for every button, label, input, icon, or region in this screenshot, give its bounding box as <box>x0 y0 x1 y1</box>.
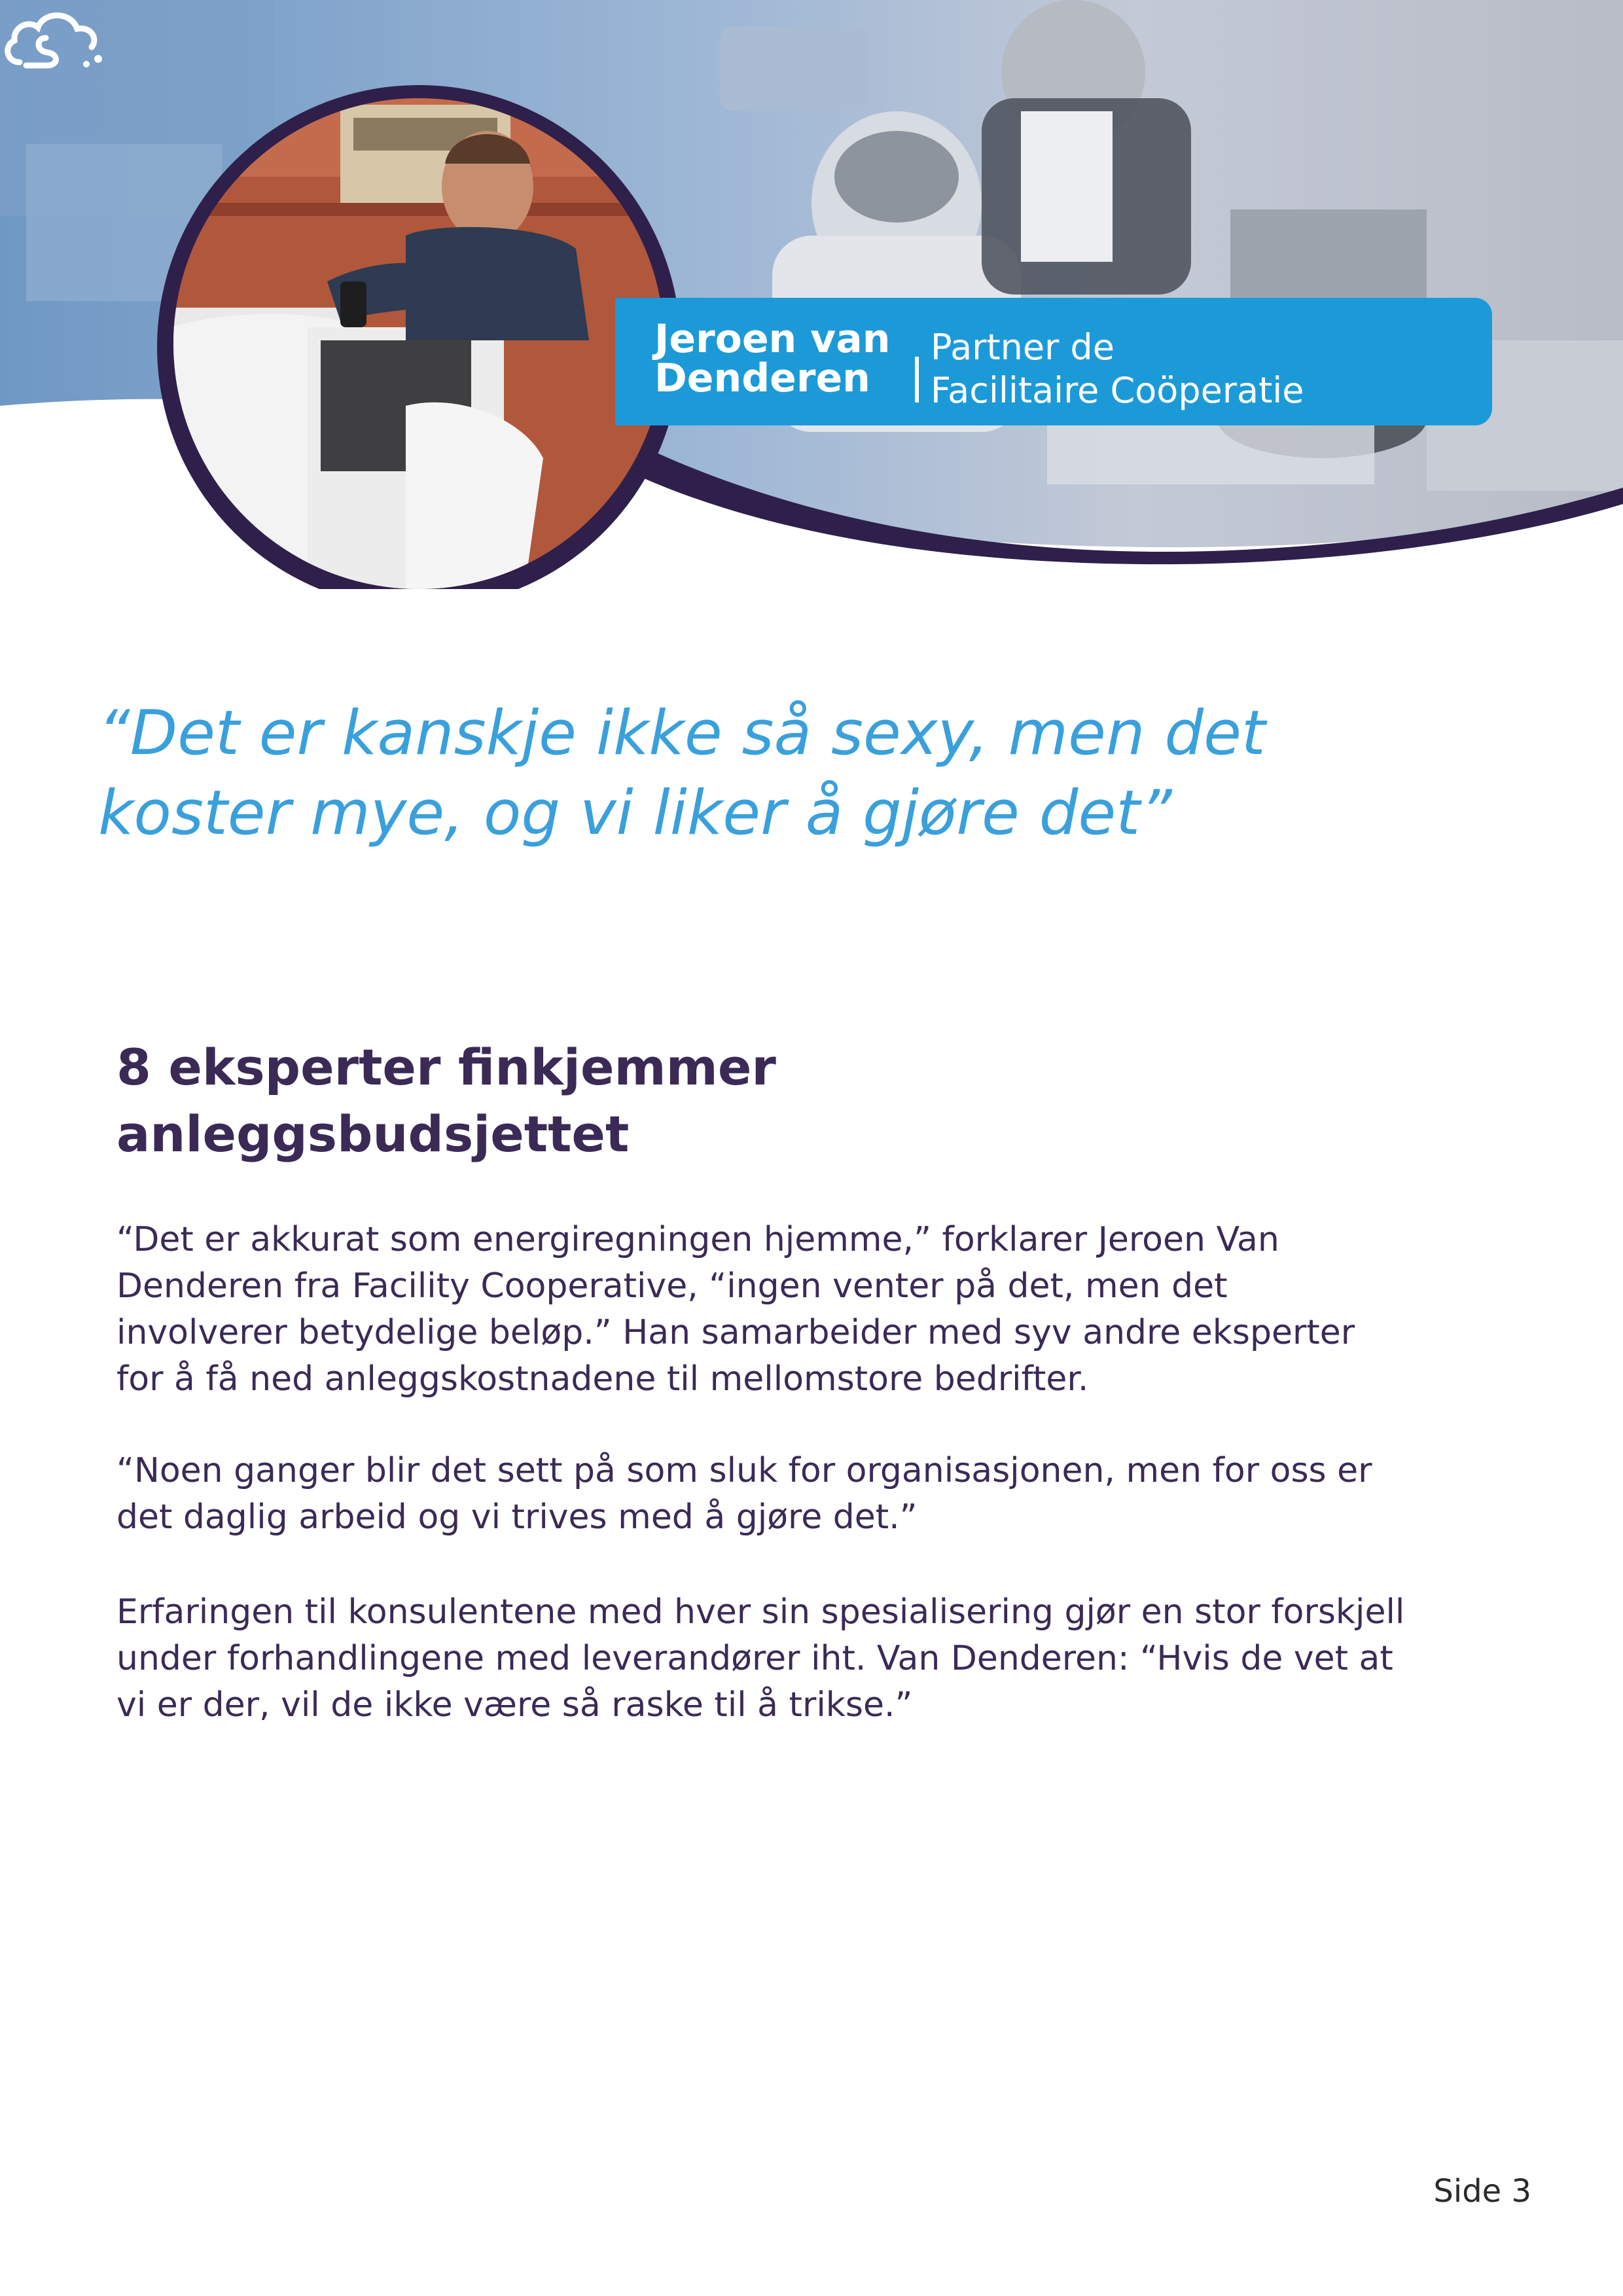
page-header <box>0 0 1623 589</box>
paragraph-line: Erfaringen til konsulentene med hver sin spesialisering gjør en stor forskjell <box>116 1592 1405 1632</box>
paragraph-line: “Det er akkurat som energiregningen hjemme,” forklarer Jeroen Van <box>116 1220 1279 1259</box>
person-role <box>931 326 1467 412</box>
article-heading <box>116 1034 1360 1168</box>
paragraph-line: det daglig arbeid og vi trives med å gjøre det.” <box>116 1498 918 1537</box>
paragraph-line: involverer betydelige beløp.” Han samarbeider med syv andre eksperter <box>116 1313 1355 1352</box>
name-role-divider <box>915 357 919 403</box>
paragraph-line: for å få ned anleggskostnadene til mellomstore bedrifter. <box>116 1359 1089 1399</box>
pull-quote-line: koster mye, og vi liker å gjøre det” <box>98 778 1172 849</box>
article-heading-line: anleggsbudsjettet <box>116 1105 630 1163</box>
article-paragraph-3 <box>116 1589 1465 1729</box>
pull-quote-line: “Det er kanskje ikke så sexy, men det <box>98 698 1266 769</box>
article-paragraph-1 <box>116 1217 1465 1403</box>
person-role-line: Partner de <box>931 327 1115 368</box>
article-paragraph-2 <box>116 1448 1465 1541</box>
article-heading-line: 8 eksperter finkjemmer <box>116 1038 776 1096</box>
person-name-line: Jeroen van <box>654 316 891 362</box>
person-name <box>654 316 916 401</box>
paragraph-line: vi er der, vil de ikke være så raske til å trikse.” <box>116 1685 913 1725</box>
header-photo-banner <box>0 0 1623 589</box>
person-role-line: Facilitaire Coöperatie <box>931 370 1304 411</box>
person-name-line: Denderen <box>654 355 870 401</box>
cloud-logo-icon <box>0 0 111 72</box>
paragraph-line: Denderen fra Facility Cooperative, “ingen venter på det, men det <box>116 1266 1228 1306</box>
pull-quote <box>98 694 1538 853</box>
paragraph-line: under forhandlingene med leverandører iht. Van Denderen: “Hvis de vet at <box>116 1639 1393 1678</box>
page-number: Side 3 <box>1433 2173 1531 2210</box>
paragraph-line: “Noen ganger blir det sett på som sluk for organisasjonen, men for oss er <box>116 1451 1372 1490</box>
